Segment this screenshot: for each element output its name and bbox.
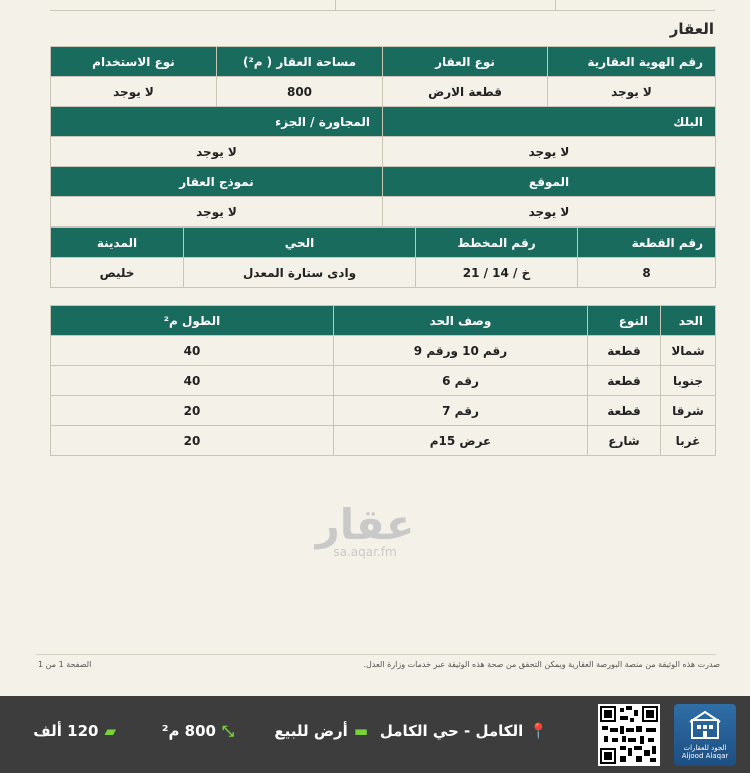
previous-table-edge (50, 0, 715, 11)
header-description: وصف الحد (334, 306, 588, 336)
listing-location (380, 722, 548, 740)
watermark-logo: عقار (315, 500, 415, 549)
price-text: 120 ألف (33, 722, 99, 740)
cell-boundary: غربا (661, 426, 716, 456)
table-row (51, 426, 716, 456)
value-city: خليص (51, 258, 184, 288)
header-kind: النوع (588, 306, 661, 336)
sign-icon: ▬ (353, 722, 368, 740)
page-number: الصفحة 1 من 1 (38, 660, 92, 669)
value-id: لا يوجد (548, 77, 716, 107)
property-table (50, 46, 716, 227)
header-length: الطول م² (51, 306, 334, 336)
wallet-icon: ▰ (104, 722, 116, 740)
value-district: وادى ستارة المعدل (184, 258, 416, 288)
cell-description: رقم 6 (334, 366, 588, 396)
header-model: نموذج العقار (51, 167, 383, 197)
value-block: لا يوجد (383, 137, 716, 167)
boundaries-table (50, 305, 716, 456)
table-row (51, 366, 716, 396)
type-text: أرض للبيع (274, 722, 348, 740)
listing-area (162, 722, 234, 740)
table-row (51, 396, 716, 426)
header-plot-no: رقم القطعة (578, 228, 716, 258)
cell-boundary: شمالا (661, 336, 716, 366)
cell-description: رقم 7 (334, 396, 588, 426)
listing-bar[interactable] (0, 696, 750, 773)
header-block: البلك (383, 107, 716, 137)
cell-kind: قطعة (588, 336, 661, 366)
value-model: لا يوجد (51, 197, 383, 227)
header-area: مساحة العقار ( م²) (217, 47, 383, 77)
qr-code[interactable] (598, 704, 660, 766)
value-plot-no: 8 (578, 258, 716, 288)
cell-length: 40 (51, 336, 334, 366)
listing-type (274, 722, 368, 740)
watermark (300, 500, 430, 559)
header-id: رقم الهوية العقارية (548, 47, 716, 77)
cell-kind: قطعة (588, 366, 661, 396)
watermark-url: sa.aqar.fm (333, 545, 397, 559)
footer-divider (36, 654, 716, 655)
cell-length: 20 (51, 426, 334, 456)
cell-description: رقم 10 ورقم 9 (334, 336, 588, 366)
location-pin-icon: 📍 (529, 722, 548, 740)
building-icon (688, 710, 722, 740)
header-plan-no: رقم المخطط (416, 228, 578, 258)
cell-boundary: جنوبا (661, 366, 716, 396)
location-text: الكامل - حي الكامل (379, 722, 524, 740)
header-type: نوع العقار (383, 47, 548, 77)
area-text: 800 م² (161, 722, 216, 740)
header-city: المدينة (51, 228, 184, 258)
footer-note: صدرت هذه الوثيقة من منصة البورصة العقارية ويمكن التحقق من صحة هذه الوثيقة عبر خدمات وزارة العدل. (363, 660, 720, 669)
agency-name: الجود للعقارات (683, 744, 727, 752)
agency-logo[interactable] (674, 704, 736, 766)
header-neighbour: المجاورة / الجزء (51, 107, 383, 137)
value-location: لا يوجد (383, 197, 716, 227)
agency-name-en: Aljood Alaqar (681, 752, 729, 760)
value-plan-no: خ / 14 / 21 (416, 258, 578, 288)
header-boundary: الحد (661, 306, 716, 336)
table-row (51, 336, 716, 366)
cell-kind: شارع (588, 426, 661, 456)
value-area: 800 (217, 77, 383, 107)
plot-table (50, 227, 716, 288)
cell-length: 20 (51, 396, 334, 426)
area-icon: ⤡ (221, 722, 234, 740)
cell-length: 40 (51, 366, 334, 396)
cell-description: عرض 15م (334, 426, 588, 456)
value-type: قطعة الارض (383, 77, 548, 107)
header-location: الموقع (383, 167, 716, 197)
section-title: العقار (669, 20, 714, 38)
listing-price (33, 722, 116, 740)
value-neighbour: لا يوجد (51, 137, 383, 167)
value-usage: لا يوجد (51, 77, 217, 107)
header-usage: نوع الاستخدام (51, 47, 217, 77)
cell-boundary: شرقا (661, 396, 716, 426)
header-district: الحي (184, 228, 416, 258)
cell-kind: قطعة (588, 396, 661, 426)
qr-code-icon (598, 704, 660, 766)
